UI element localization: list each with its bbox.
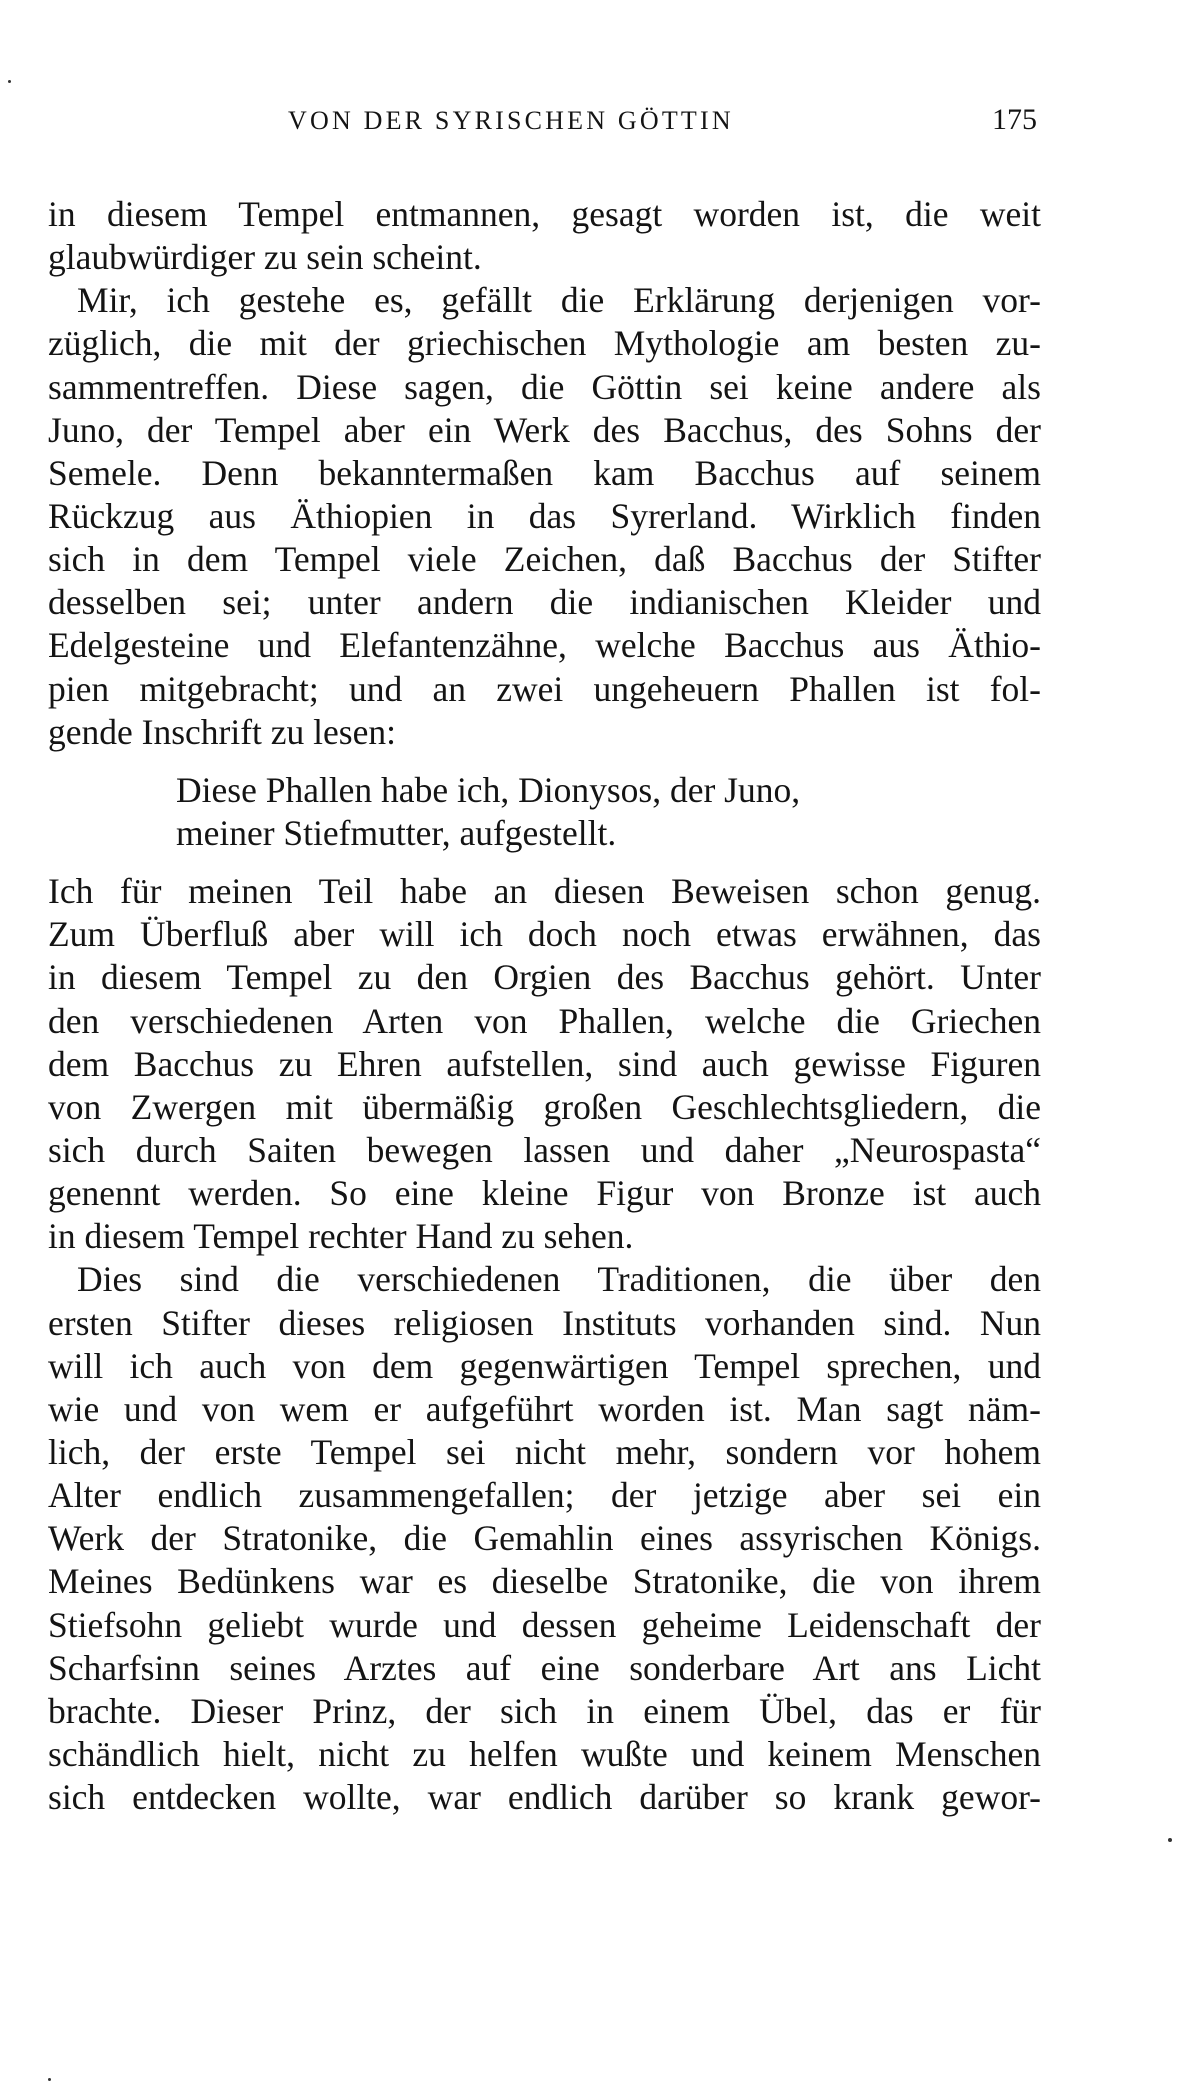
running-head: VON DER SYRISCHEN GÖTTIN: [288, 106, 734, 135]
scan-speck: [8, 80, 11, 83]
text-line: Zum Überfluß aber will ich doch noch etwas erwähnen, das: [48, 914, 1041, 955]
text-line: will ich auch von dem gegenwärtigen Tempel sprechen, und: [48, 1345, 1041, 1386]
text-line: wie und von wem er aufgeführt worden ist. Man sagt näm-: [48, 1388, 1041, 1429]
text-line: Meines Bedünkens war es dieselbe Stratonike, die von ihrem: [48, 1561, 1041, 1602]
inscription-quote-line: Diese Phallen habe ich, Dionysos, der Juno,: [176, 769, 801, 810]
text-line: den verschiedenen Arten von Phallen, welche die Griechen: [48, 1000, 1041, 1041]
inscription-quote-line: meiner Stiefmutter, aufgestellt.: [176, 812, 617, 853]
text-line: Juno, der Tempel aber ein Werk des Bacchus, des Sohns der: [48, 409, 1041, 450]
text-line: sich in dem Tempel viele Zeichen, daß Bacchus der Stifter: [48, 539, 1041, 580]
text-line: dem Bacchus zu Ehren aufstellen, sind auch gewisse Figuren: [48, 1043, 1041, 1084]
text-line: sich entdecken wollte, war endlich darüber so krank gewor-: [48, 1777, 1041, 1818]
text-line: schändlich hielt, nicht zu helfen wußte und keinem Menschen: [48, 1733, 1041, 1774]
paragraph-first-line: Ich für meinen Teil habe an diesen Beweisen schon genug.: [48, 871, 1041, 912]
text-line: Alter endlich zusammengefallen; der jetzige aber sei ein: [48, 1475, 1041, 1516]
text-line: in diesem Tempel zu den Orgien des Bacchus gehört. Unter: [48, 957, 1041, 998]
text-line: sich durch Saiten bewegen lassen und daher „Neurospasta“: [48, 1129, 1041, 1170]
text-line: pien mitgebracht; und an zwei ungeheuern Phallen ist fol-: [48, 668, 1041, 709]
paragraph-first-line: Mir, ich gestehe es, gefällt die Erklärung derjenigen vor-: [77, 280, 1041, 321]
text-line: gende Inschrift zu lesen:: [48, 711, 396, 752]
text-line: Scharfsinn seines Arztes auf eine sonderbare Art ans Licht: [48, 1647, 1041, 1688]
paragraph-first-line: Dies sind die verschiedenen Traditionen, die über den: [77, 1259, 1041, 1300]
text-line: in diesem Tempel entmannen, gesagt worden ist, die weit: [48, 194, 1041, 234]
page-number: 175: [992, 103, 1037, 136]
text-line: Semele. Denn bekanntermaßen kam Bacchus auf seinem: [48, 452, 1041, 493]
text-line: Werk der Stratonike, die Gemahlin eines assyrischen Königs.: [48, 1518, 1041, 1559]
scan-speck: [48, 2078, 51, 2081]
text-line: desselben sei; unter andern die indianischen Kleider und: [48, 582, 1041, 623]
text-line: sammentreffen. Diese sagen, die Göttin sei keine andere als: [48, 366, 1041, 407]
body-text: [48, 193, 1041, 1819]
text-line: züglich, die mit der griechischen Mythologie am besten zu-: [48, 323, 1041, 364]
text-line: Stiefsohn geliebt wurde und dessen geheime Leidenschaft der: [48, 1604, 1041, 1645]
text-line: ersten Stifter dieses religiosen Instituts vorhanden sind. Nun: [48, 1302, 1041, 1343]
text-line: Edelgesteine und Elefantenzähne, welche Bacchus aus Äthio-: [48, 625, 1041, 666]
text-line: brachte. Dieser Prinz, der sich in einem Übel, das er für: [48, 1690, 1041, 1731]
text-line: Rückzug aus Äthiopien in das Syrerland. Wirklich finden: [48, 495, 1041, 536]
text-line: lich, der erste Tempel sei nicht mehr, sondern vor hohem: [48, 1431, 1041, 1472]
text-line: von Zwergen mit übermäßig großen Geschlechtsgliedern, die: [48, 1086, 1041, 1127]
text-line: glaubwürdiger zu sein scheint.: [48, 237, 482, 278]
scan-speck: [1168, 1838, 1172, 1842]
text-line: genennt werden. So eine kleine Figur von Bronze ist auch: [48, 1173, 1041, 1214]
text-line: in diesem Tempel rechter Hand zu sehen.: [48, 1216, 634, 1257]
